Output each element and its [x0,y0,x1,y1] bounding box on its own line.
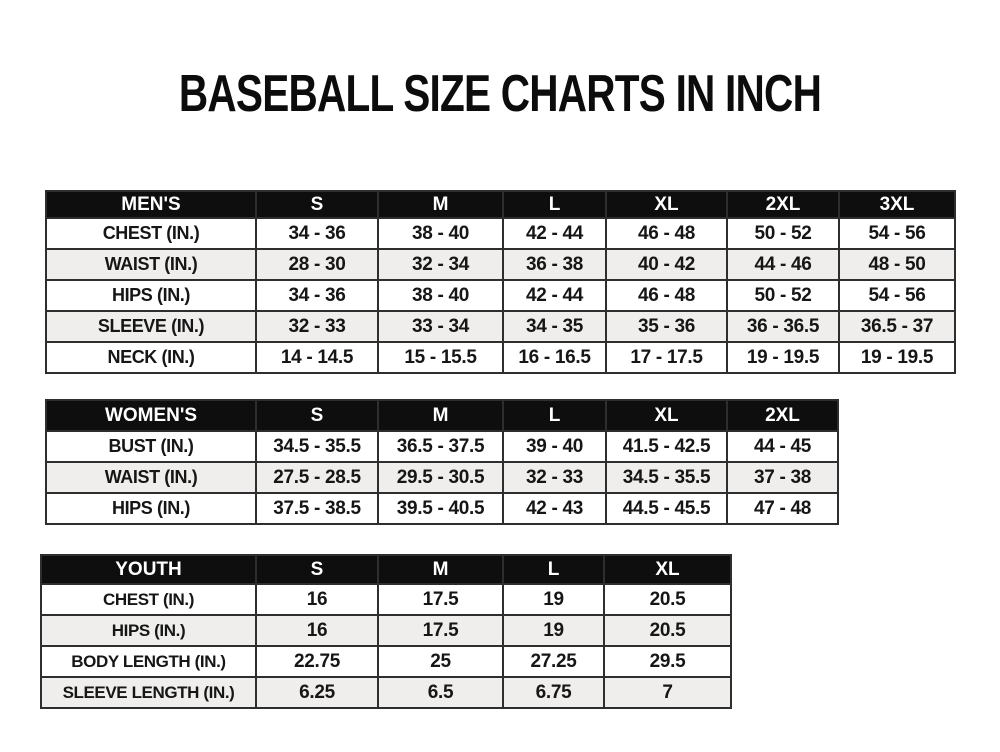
size-value: 27.25 [503,646,604,677]
column-header-2xl: 2XL [727,191,839,218]
size-value: 22.75 [256,646,378,677]
size-value: 19 [503,615,604,646]
youth-sleeve-length-row [41,677,731,708]
column-header-xl: XL [606,191,727,218]
column-header-xl: XL [606,400,727,431]
size-value: 34.5 - 35.5 [256,431,378,462]
column-header-3xl: 3XL [839,191,955,218]
size-value: 36 - 36.5 [727,311,839,342]
size-value: 38 - 40 [378,280,503,311]
size-value: 19 [503,584,604,615]
size-value: 32 - 34 [378,249,503,280]
size-value: 29.5 [604,646,731,677]
mens-hips-row [46,280,955,311]
column-header-m: M [378,555,503,584]
size-value: 42 - 43 [503,493,606,524]
size-value: 34 - 36 [256,280,378,311]
size-value: 41.5 - 42.5 [606,431,727,462]
size-value: 32 - 33 [503,462,606,493]
size-value: 39.5 - 40.5 [378,493,503,524]
size-value: 33 - 34 [378,311,503,342]
mens-header-row [46,191,955,218]
row-label: NECK (IN.) [46,342,256,373]
size-value: 36.5 - 37.5 [378,431,503,462]
size-value: 15 - 15.5 [378,342,503,373]
column-header-s: S [256,555,378,584]
mens-size-table [45,190,956,374]
row-label: WAIST (IN.) [46,462,256,493]
size-value: 20.5 [604,615,731,646]
size-value: 6.25 [256,677,378,708]
size-value: 34 - 36 [256,218,378,249]
youth-body-length-row [41,646,731,677]
size-value: 50 - 52 [727,280,839,311]
size-value: 48 - 50 [839,249,955,280]
size-value: 50 - 52 [727,218,839,249]
size-value: 36 - 38 [503,249,606,280]
row-label: BODY LENGTH (IN.) [41,646,256,677]
row-label: SLEEVE LENGTH (IN.) [41,677,256,708]
row-label: BUST (IN.) [46,431,256,462]
womens-size-table [45,399,839,525]
column-header-s: S [256,191,378,218]
size-value: 44.5 - 45.5 [606,493,727,524]
womens-waist-row [46,462,838,493]
column-header-l: L [503,400,606,431]
size-value: 46 - 48 [606,218,727,249]
size-value: 38 - 40 [378,218,503,249]
size-value: 19 - 19.5 [727,342,839,373]
womens-header-row [46,400,838,431]
size-value: 44 - 45 [727,431,838,462]
size-value: 34.5 - 35.5 [606,462,727,493]
row-label: HIPS (IN.) [41,615,256,646]
column-header-l: L [503,191,606,218]
mens-waist-row [46,249,955,280]
womens-hips-row [46,493,838,524]
size-value: 34 - 35 [503,311,606,342]
column-header-xl: XL [604,555,731,584]
youth-header-row [41,555,731,584]
column-header-s: S [256,400,378,431]
row-label: HIPS (IN.) [46,493,256,524]
size-value: 39 - 40 [503,431,606,462]
size-value: 29.5 - 30.5 [378,462,503,493]
size-value: 42 - 44 [503,280,606,311]
womens-bust-row [46,431,838,462]
column-header-l: L [503,555,604,584]
row-label: CHEST (IN.) [41,584,256,615]
page-title: BASEBALL SIZE CHARTS IN INCH [178,65,822,123]
size-value: 54 - 56 [839,280,955,311]
size-value: 28 - 30 [256,249,378,280]
size-value: 25 [378,646,503,677]
size-value: 16 [256,615,378,646]
size-value: 14 - 14.5 [256,342,378,373]
column-header-m: M [378,400,503,431]
column-header-m: M [378,191,503,218]
size-value: 16 [256,584,378,615]
column-header-2xl: 2XL [727,400,838,431]
youth-header-label: YOUTH [41,555,256,584]
row-label: SLEEVE (IN.) [46,311,256,342]
size-value: 7 [604,677,731,708]
size-value: 6.75 [503,677,604,708]
size-value: 47 - 48 [727,493,838,524]
youth-chest-row [41,584,731,615]
mens-sleeve-row [46,311,955,342]
size-value: 16 - 16.5 [503,342,606,373]
size-value: 44 - 46 [727,249,839,280]
youth-size-table [40,554,732,709]
size-value: 6.5 [378,677,503,708]
size-value: 36.5 - 37 [839,311,955,342]
row-label: WAIST (IN.) [46,249,256,280]
size-value: 37 - 38 [727,462,838,493]
size-value: 35 - 36 [606,311,727,342]
youth-hips-row [41,615,731,646]
row-label: HIPS (IN.) [46,280,256,311]
size-value: 54 - 56 [839,218,955,249]
row-label: CHEST (IN.) [46,218,256,249]
womens-header-label: WOMEN'S [46,400,256,431]
size-value: 17.5 [378,584,503,615]
size-value: 42 - 44 [503,218,606,249]
mens-chest-row [46,218,955,249]
size-value: 17.5 [378,615,503,646]
size-value: 20.5 [604,584,731,615]
mens-header-label: MEN'S [46,191,256,218]
size-value: 46 - 48 [606,280,727,311]
size-value: 37.5 - 38.5 [256,493,378,524]
size-value: 19 - 19.5 [839,342,955,373]
mens-neck-row [46,342,955,373]
size-value: 27.5 - 28.5 [256,462,378,493]
size-value: 17 - 17.5 [606,342,727,373]
size-value: 40 - 42 [606,249,727,280]
size-value: 32 - 33 [256,311,378,342]
